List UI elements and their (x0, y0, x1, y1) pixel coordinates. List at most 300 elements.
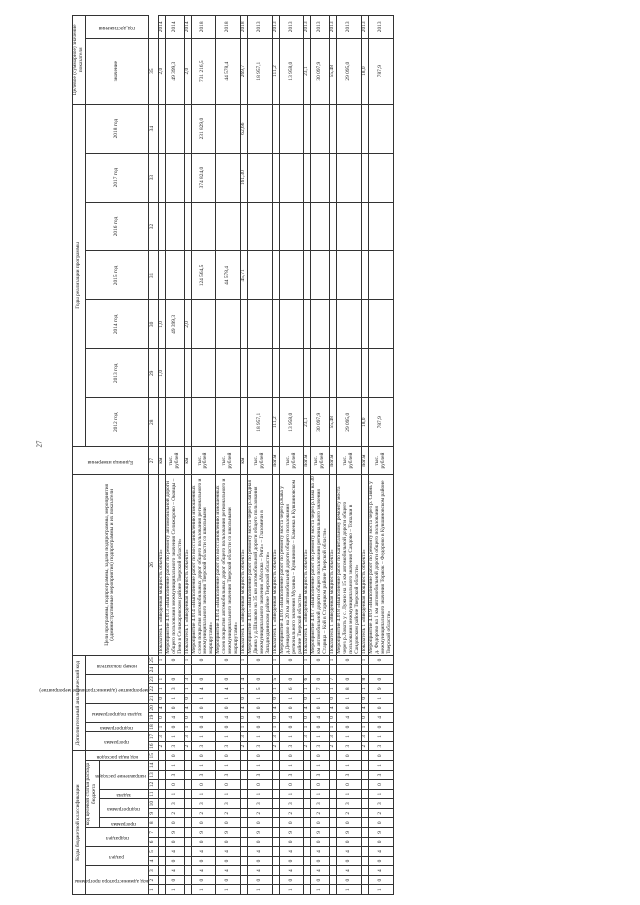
code-digit: 0 (279, 818, 304, 828)
code-digit: 0 (368, 875, 393, 885)
code-digit: 1 (361, 655, 368, 665)
code-digit: 4 (248, 713, 273, 723)
target-value: 30 097,9 (311, 38, 330, 104)
code-digit (361, 761, 368, 771)
year-value (272, 153, 279, 202)
code-digit: 0 (311, 818, 330, 828)
year-value (241, 300, 248, 349)
code-digit: 0 (191, 655, 216, 665)
code-digit (330, 770, 337, 780)
rotated-page (39, 15, 636, 895)
code-digit: 3 (368, 799, 393, 809)
budget-codes-header: Коды бюджетной классификации (73, 751, 86, 895)
subsection-header: подраздел (85, 828, 148, 847)
year-value (311, 349, 330, 398)
year-value (272, 104, 279, 153)
year-value (361, 300, 368, 349)
code-digit: 0 (165, 751, 184, 761)
add-subprogram-header: подпрограмма (85, 722, 148, 732)
code-digit: 1 (184, 722, 191, 732)
year-2013-header: 2013 год (85, 349, 148, 398)
code-digit: 0 (311, 722, 330, 732)
code-digit (361, 866, 368, 876)
target-year: 2018 (241, 16, 248, 39)
column-number: 7 (148, 828, 158, 838)
table-row (216, 16, 241, 895)
code-digit: 0 (184, 694, 191, 704)
year-value: 1,0 (158, 349, 165, 398)
year-value: 18,0 (361, 398, 368, 447)
year-value (304, 153, 311, 202)
program-table (39, 15, 394, 895)
year-value (337, 153, 362, 202)
column-number-row (148, 16, 158, 895)
code-digit: 0 (368, 856, 393, 866)
target-value: 18 957,1 (248, 38, 273, 104)
target-value: 23,1 (304, 38, 311, 104)
code-digit (361, 847, 368, 857)
year-value (337, 349, 362, 398)
code-digit: 0 (337, 751, 362, 761)
code-digit (361, 828, 368, 838)
code-digit: 1 (311, 761, 330, 771)
code-digit: 1 (272, 684, 279, 694)
code-digit: 9 (368, 828, 393, 838)
code-digit: 4 (216, 866, 241, 876)
code-digit: 0 (279, 722, 304, 732)
year-value: 1,0 (158, 300, 165, 349)
code-digit: 0 (361, 694, 368, 704)
year-value (361, 202, 368, 251)
code-digit: 7 (311, 684, 330, 694)
code-digit: 2 (272, 741, 279, 751)
code-digit: 2 (158, 741, 165, 751)
code-digit: 0 (311, 674, 330, 684)
code-digit (361, 770, 368, 780)
code-digit (184, 875, 191, 885)
code-digit: 9 (191, 828, 216, 838)
row-unit: тыс. рублей (368, 447, 393, 475)
code-digit: 1 (158, 722, 165, 732)
code-digit: 1 (191, 885, 216, 895)
code-digit: 0 (165, 875, 184, 885)
year-2017-header: 2017 год (85, 153, 148, 202)
target-value: 44 578,4 (216, 38, 241, 104)
code-digit: 0 (248, 751, 273, 761)
column-number: 35 (148, 38, 158, 104)
code-digit: 1 (165, 761, 184, 771)
code-digit: 1 (330, 684, 337, 694)
table-row (330, 16, 337, 895)
code-digit: 0 (279, 674, 304, 684)
code-digit: 8 (337, 684, 362, 694)
row-unit: тыс. рублей (337, 447, 362, 475)
year-value (279, 153, 304, 202)
code-digit (272, 761, 279, 771)
code-digit (330, 751, 337, 761)
code-digit: 3 (272, 732, 279, 742)
code-digit (241, 780, 248, 790)
code-digit: 0 (216, 856, 241, 866)
code-digit: 0 (241, 713, 248, 723)
row-description: Показатель 1 «Введенная мощность объекта» (361, 474, 368, 655)
code-digit (330, 837, 337, 847)
code-digit (158, 751, 165, 761)
column-number: 6 (148, 837, 158, 847)
column-number: 22 (148, 684, 158, 694)
table-row (158, 16, 165, 895)
code-digit: 3 (337, 799, 362, 809)
code-digit: 0 (337, 818, 362, 828)
row-description: Мероприятие 4.017 «Выполнение работ по ремонту моста через р.Тьма на 30 км автомобильной дороги общего пользования регионального значения Старица – Кой в Старицком районе Тверской области» (310, 476, 329, 654)
code-digit: 3 (279, 770, 304, 780)
year-value (361, 153, 368, 202)
column-number: 31 (148, 251, 158, 300)
year-value (241, 202, 248, 251)
year-value (248, 104, 273, 153)
table-row (311, 16, 330, 895)
code-digit: 9 (216, 828, 241, 838)
table-body (158, 16, 393, 895)
code-digit: 0 (216, 780, 241, 790)
expense-type-header: код вида расходов (85, 751, 148, 761)
code-digit: 0 (337, 703, 362, 713)
code-digit (279, 665, 304, 675)
table-row (248, 16, 273, 895)
code-digit: 0 (368, 818, 393, 828)
code-digit: 9 (368, 684, 393, 694)
year-value (304, 300, 311, 349)
code-digit (272, 856, 279, 866)
code-digit (241, 847, 248, 857)
code-digit: 6 (304, 674, 311, 684)
code-digit: 1 (248, 761, 273, 771)
code-digit (184, 808, 191, 818)
code-digit: 0 (216, 875, 241, 885)
column-number: 15 (148, 751, 158, 761)
code-digit (158, 847, 165, 857)
code-digit: 1 (368, 789, 393, 799)
year-value: 13 958,0 (279, 398, 304, 447)
row-description: Мероприятие 4.019 «Выполнение работ по ремонту моста через р. Сиянь у д. Федорово на 1 км автомобильной дороги общего пользования межмуниципального значения Торжок – Федорово в Кувшиновском районе Тверской области» (368, 474, 393, 655)
code-digit: 0 (330, 694, 337, 704)
year-value (216, 104, 241, 153)
code-digit: 0 (158, 713, 165, 723)
code-digit: 1 (311, 789, 330, 799)
target-value: 2,0 (158, 38, 165, 104)
code-digit (241, 761, 248, 771)
column-number: 5 (148, 847, 158, 857)
code-digit: 4 (191, 847, 216, 857)
table-row (368, 16, 393, 895)
column-number: 9 (148, 808, 158, 818)
code-digit (272, 780, 279, 790)
year-value (216, 349, 241, 398)
year-value: 49 399,3 (165, 300, 184, 349)
year-value: 29 095,0 (337, 398, 362, 447)
code-digit: 4 (368, 713, 393, 723)
row-unit: пог.м (361, 447, 368, 475)
year-value (248, 153, 273, 202)
year-value (216, 153, 241, 202)
row-description: Показатель 1 «Введенная мощность объекта» (330, 474, 337, 655)
year-value (304, 202, 311, 251)
code-digit: 0 (337, 722, 362, 732)
year-value (165, 251, 184, 300)
year-value (337, 300, 362, 349)
row-unit: тыс. рублей (216, 447, 241, 475)
code-digit (241, 885, 248, 895)
column-number: 14 (148, 761, 158, 771)
code-digit: 4 (311, 847, 330, 857)
year-value (158, 251, 165, 300)
code-digit: 4 (248, 866, 273, 876)
code-digit: 0 (216, 722, 241, 732)
year-value (184, 104, 191, 153)
year-value (165, 202, 184, 251)
code-digit (184, 789, 191, 799)
code-digit (184, 770, 191, 780)
code-digit (272, 665, 279, 675)
year-2014-header: 2014 год (85, 300, 148, 349)
code-digit: 1 (191, 732, 216, 742)
year-value (158, 153, 165, 202)
code-digit (330, 808, 337, 818)
year-value (216, 398, 241, 447)
column-number: 12 (148, 780, 158, 790)
code-digit (241, 808, 248, 818)
code-digit: 3 (191, 741, 216, 751)
code-digit: 4 (304, 703, 311, 713)
code-digit: 0 (191, 856, 216, 866)
code-digit: 2 (165, 808, 184, 818)
year-value: 111,2 (272, 398, 279, 447)
year-value (304, 104, 311, 153)
add-indicator-header: номер показателя (85, 655, 148, 674)
row-unit: пог.м (272, 447, 279, 475)
row-description: Мероприятие 4.015 «Выполнение работ по ремонту моста через р.Западная Двина у д.Шпаково на 35 км автомобильной дороги общего пользования межмуниципального значения «Москва – Рига» – Глазомичи в Западнодвинском районе Тверской области» (248, 474, 273, 655)
code-digit: 0 (216, 751, 241, 761)
code-digit: 3 (165, 741, 184, 751)
column-number: 19 (148, 713, 158, 723)
code-digit: 4 (184, 703, 191, 713)
code-digit: 0 (311, 655, 330, 665)
year-value (337, 251, 362, 300)
code-digit: 0 (191, 674, 216, 684)
code-digit: 8 (361, 674, 368, 684)
goals-header: Цели программы, подпрограммы, задачи подпрограммы, мероприятия (административные мероприятия) подпрограммы и их показатели (73, 474, 149, 655)
code-digit: 0 (330, 713, 337, 723)
code-digit: 1 (165, 732, 184, 742)
code-digit: 0 (311, 751, 330, 761)
target-value: 55,48 (330, 38, 337, 104)
code-digit: 0 (165, 655, 184, 665)
year-value (337, 104, 362, 153)
code-digit: 3 (368, 741, 393, 751)
code-digit: 7 (330, 674, 337, 684)
code-digit (184, 856, 191, 866)
year-2015-header: 2015 год (85, 251, 148, 300)
year-value: 45,71 (241, 251, 248, 300)
column-number: 13 (148, 770, 158, 780)
column-number: 29 (148, 349, 158, 398)
code-digit: 3 (216, 770, 241, 780)
code-digit: 1 (165, 694, 184, 704)
year-value (368, 349, 393, 398)
code-digit (272, 885, 279, 895)
year-value (158, 202, 165, 251)
year-value (216, 202, 241, 251)
code-digit: 0 (279, 875, 304, 885)
table-row (337, 16, 362, 895)
code-digit: 1 (304, 655, 311, 665)
section-header: раздел (85, 847, 148, 866)
year-value (368, 153, 393, 202)
code-digit: 0 (311, 875, 330, 885)
code-digit: 0 (279, 780, 304, 790)
code-digit: 1 (241, 684, 248, 694)
year-value: 787,9 (368, 398, 393, 447)
code-digit (248, 665, 273, 675)
code-digit: 9 (165, 828, 184, 838)
code-digit: 1 (304, 722, 311, 732)
code-digit: 6 (279, 684, 304, 694)
code-digit: 9 (311, 828, 330, 838)
code-digit: 4 (216, 713, 241, 723)
table-row (184, 16, 191, 895)
code-digit: 0 (337, 655, 362, 665)
code-digit: 1 (304, 684, 311, 694)
code-digit: 1 (272, 722, 279, 732)
code-digit: 0 (304, 694, 311, 704)
year-value (311, 202, 330, 251)
row-description: Мероприятие 4.018 «Выполнение работ по капитальному ремонту моста через р.Ловать у с. Лужно на 15 км автомобильной дороги общего пользования межмуниципального значения Сандово – Топалки в Сандовском районе Тверской области» (337, 474, 362, 655)
code-digit: 0 (279, 751, 304, 761)
code-digit: 3 (248, 741, 273, 751)
year-value (337, 202, 362, 251)
code-digit: 0 (368, 703, 393, 713)
code-digit (330, 885, 337, 895)
year-value: 55,48 (330, 398, 337, 447)
code-digit: 3 (191, 799, 216, 809)
code-digit (158, 885, 165, 895)
code-digit (158, 780, 165, 790)
code-digit: 1 (368, 761, 393, 771)
code-digit (184, 837, 191, 847)
code-digit (241, 875, 248, 885)
code-digit: 0 (361, 713, 368, 723)
code-digit: 1 (241, 655, 248, 665)
code-digit (158, 789, 165, 799)
code-digit (304, 761, 311, 771)
year-value (311, 153, 330, 202)
code-digit: 2 (304, 741, 311, 751)
code-digit (241, 789, 248, 799)
year-value (330, 349, 337, 398)
code-digit: 0 (337, 780, 362, 790)
code-digit: 1 (330, 722, 337, 732)
target-value: 731 216,5 (191, 38, 216, 104)
code-digit: 0 (248, 818, 273, 828)
code-digit (330, 799, 337, 809)
code-digit: 1 (248, 789, 273, 799)
code-digit: 5 (272, 674, 279, 684)
code-digit: 2 (337, 808, 362, 818)
code-digit: 1 (248, 885, 273, 895)
code-digit: 0 (191, 751, 216, 761)
row-unit: пог.м (304, 447, 311, 475)
year-value (361, 251, 368, 300)
code-digit: 1 (184, 684, 191, 694)
year-value: 374 824,0 (191, 153, 216, 202)
target-value: 18,0 (361, 38, 368, 104)
code-digit: 1 (248, 694, 273, 704)
code-digit: 4 (279, 847, 304, 857)
code-digit: 0 (191, 703, 216, 713)
code-digit: 0 (337, 837, 362, 847)
code-digit: 0 (311, 703, 330, 713)
code-digit: 3 (165, 770, 184, 780)
code-digit: 1 (191, 761, 216, 771)
year-value (165, 349, 184, 398)
year-value (368, 104, 393, 153)
code-digit (241, 818, 248, 828)
year-value (272, 349, 279, 398)
code-digit (361, 875, 368, 885)
year-value (368, 202, 393, 251)
code-digit (158, 856, 165, 866)
column-number: 20 (148, 703, 158, 713)
year-value (248, 349, 273, 398)
code-digit: 4 (311, 866, 330, 876)
code-digit (304, 885, 311, 895)
code-digit: 3 (279, 799, 304, 809)
code-digit (361, 856, 368, 866)
code-digit (304, 665, 311, 675)
code-digit: 0 (248, 722, 273, 732)
row-unit: пог.м (330, 447, 337, 475)
code-digit: 3 (191, 770, 216, 780)
year-value (330, 300, 337, 349)
code-digit: 3 (279, 741, 304, 751)
year-value (191, 349, 216, 398)
code-digit (330, 847, 337, 857)
column-number: 28 (148, 398, 158, 447)
code-digit: 1 (337, 761, 362, 771)
code-digit: 0 (279, 703, 304, 713)
table-row (165, 16, 184, 895)
target-value: 49 399,3 (165, 38, 184, 104)
code-digit (272, 837, 279, 847)
year-value (191, 398, 216, 447)
code-digit: 3 (337, 741, 362, 751)
year-value (272, 251, 279, 300)
year-value (191, 202, 216, 251)
year-value (158, 398, 165, 447)
year-value (279, 202, 304, 251)
code-digit: 0 (191, 875, 216, 885)
year-value (311, 251, 330, 300)
year-value: 62,66 (241, 104, 248, 153)
code-digit: 4 (361, 703, 368, 713)
year-value (165, 398, 184, 447)
code-digit: 3 (184, 674, 191, 684)
code-digit: 1 (184, 655, 191, 665)
code-digit (361, 751, 368, 761)
code-digit: 1 (165, 885, 184, 895)
year-value (368, 300, 393, 349)
code-digit: 1 (311, 694, 330, 704)
